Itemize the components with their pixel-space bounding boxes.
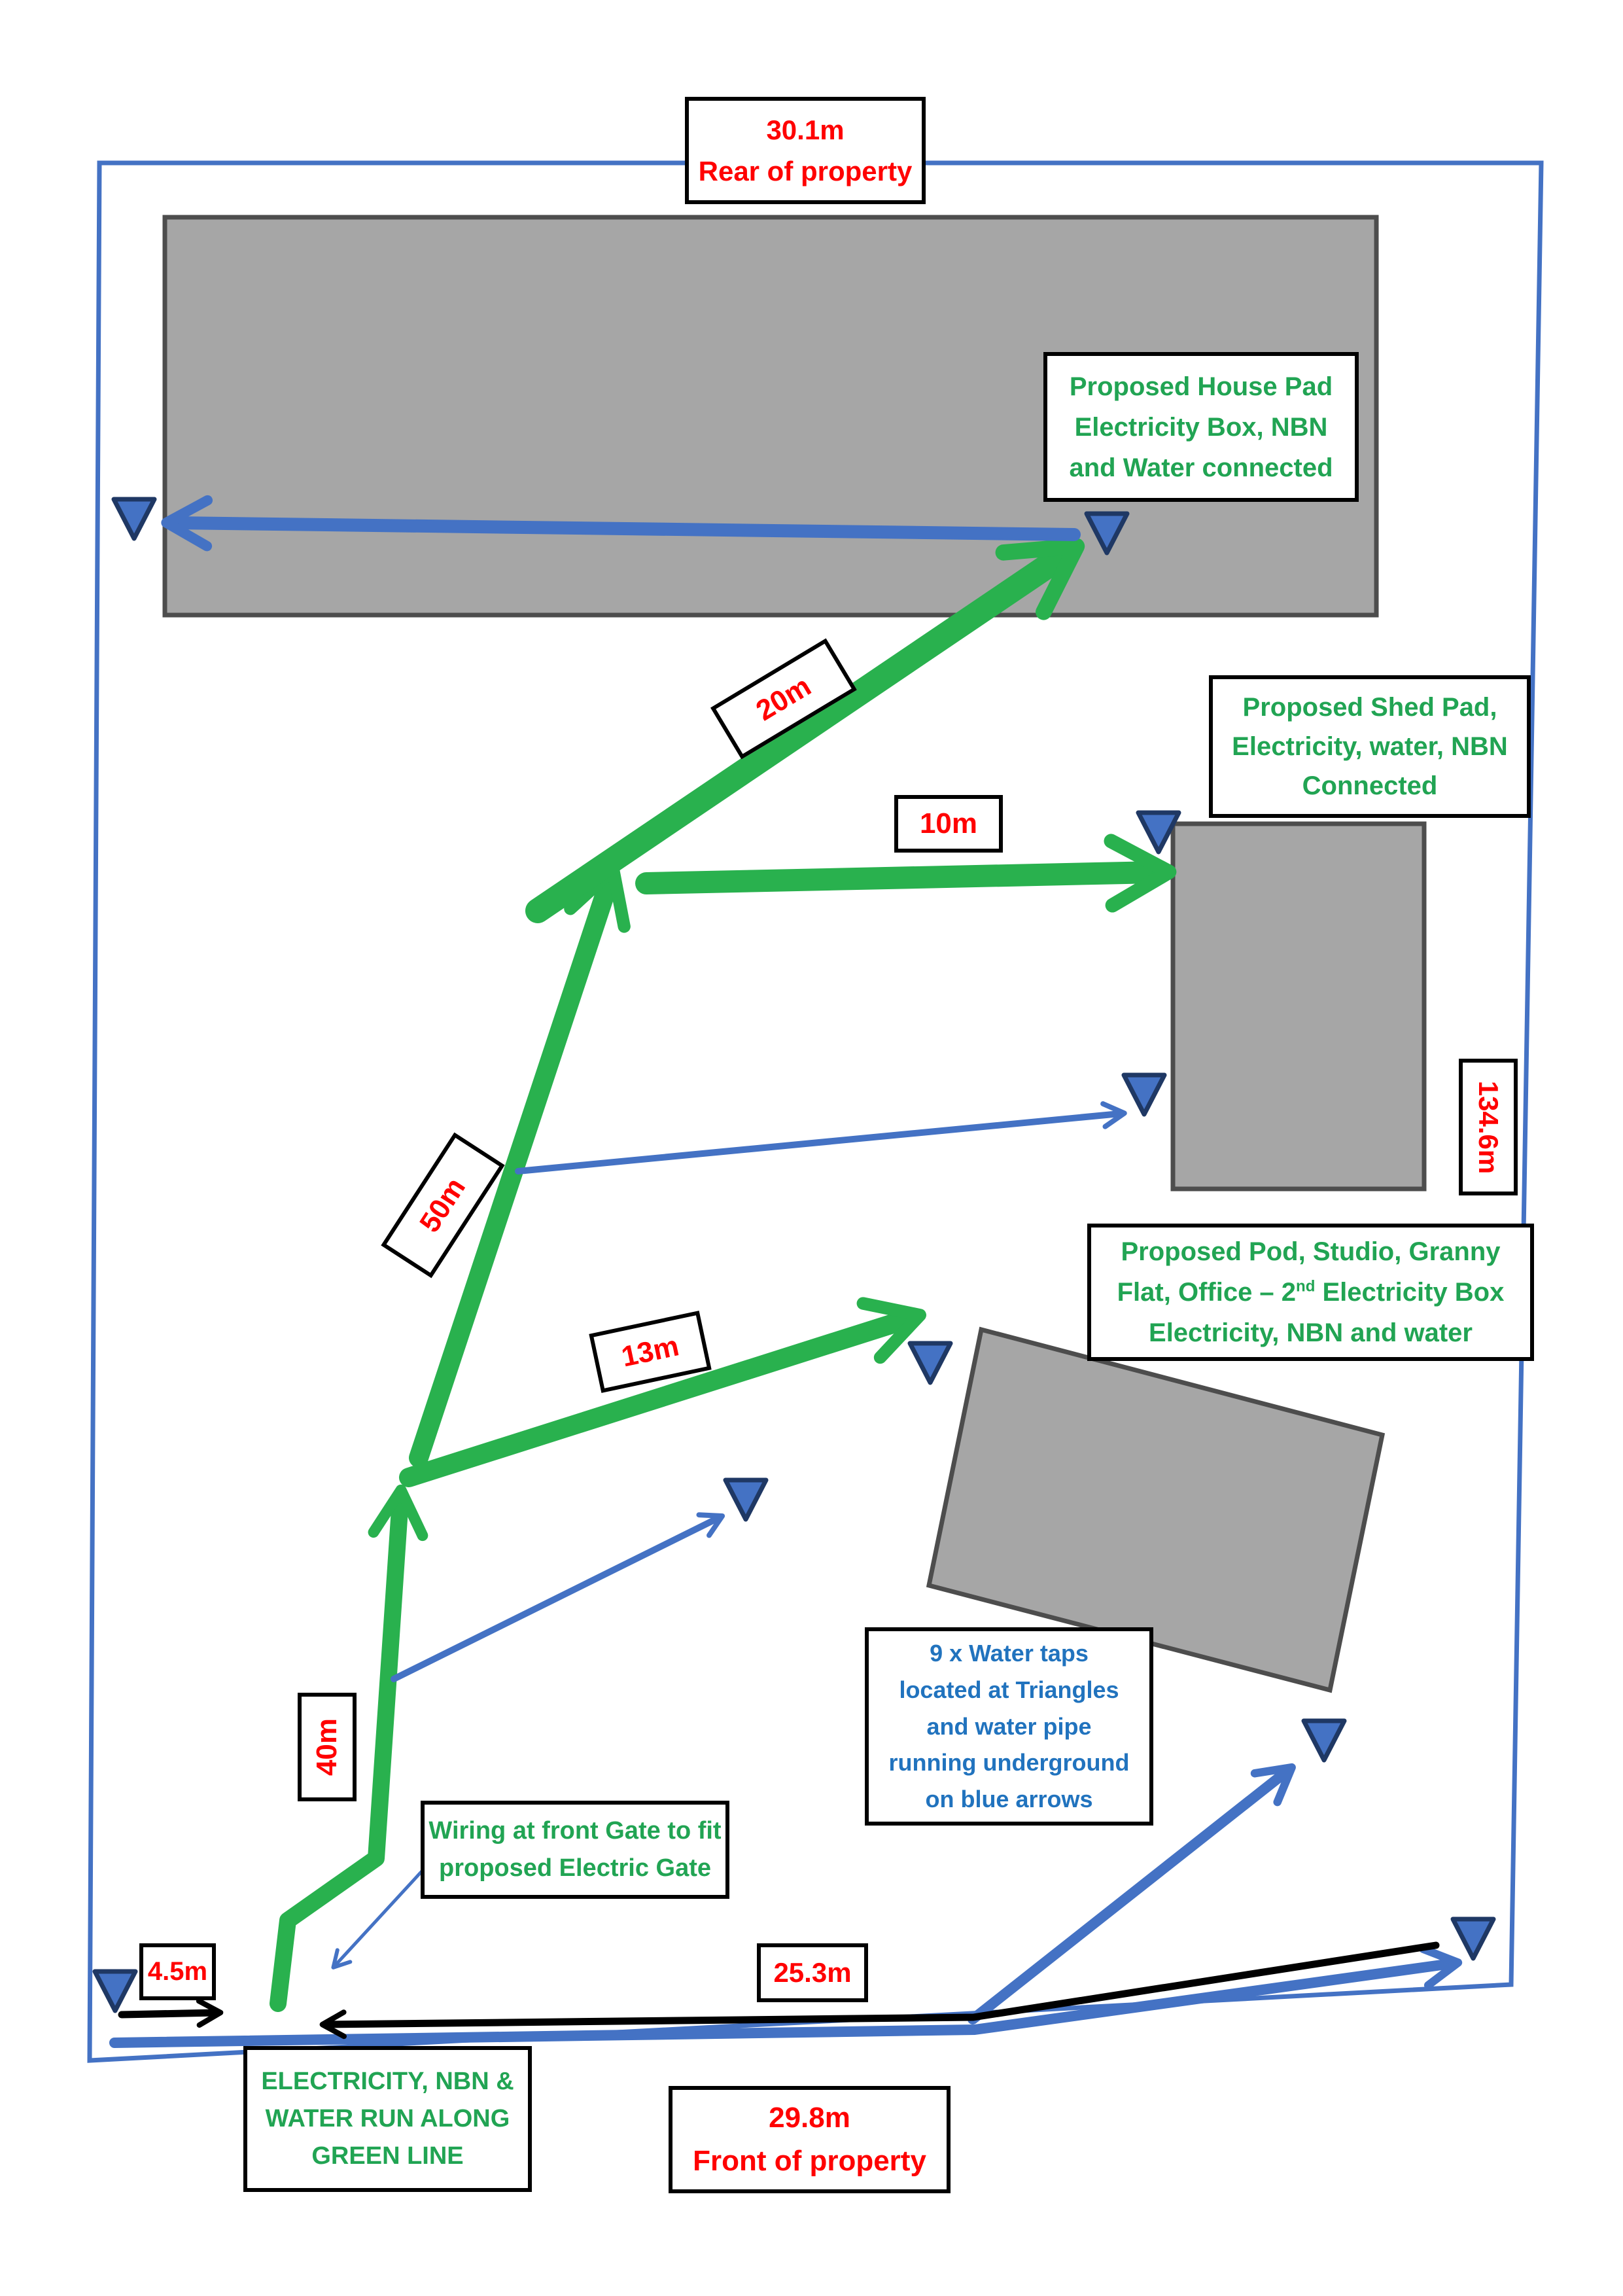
- measure-20m-text: 20m: [750, 669, 817, 728]
- measure-25-3m-text: 25.3m: [773, 1957, 852, 1988]
- pod-line2-post: Electricity Box: [1315, 1278, 1505, 1307]
- measure-label-4-5m: [139, 1943, 216, 2000]
- house-pad-line2: Electricity Box, NBN: [1074, 412, 1328, 442]
- pod-line1: Proposed Pod, Studio, Granny: [1121, 1237, 1501, 1266]
- green-line-note-line1: ELECTRICITY, NBN &: [261, 2068, 514, 2095]
- measure-10m-text: 10m: [919, 807, 978, 839]
- pod-line2-sup: nd: [1296, 1277, 1316, 1296]
- water-taps-note: [865, 1627, 1153, 1826]
- shed-pad-line1: Proposed Shed Pad,: [1242, 693, 1497, 722]
- wiring-line2: proposed Electric Gate: [438, 1854, 711, 1882]
- measure-label-40m: [298, 1693, 357, 1801]
- house-pad-label: [1043, 352, 1359, 502]
- pod-line3: Electricity, NBN and water: [1149, 1318, 1473, 1347]
- rear-of-property-label: [685, 97, 926, 204]
- pod-line2-pre: Flat, Office – 2: [1117, 1278, 1297, 1307]
- measure-label-10m: [894, 795, 1003, 853]
- pod-line2: [1117, 1272, 1505, 1313]
- water-tap-triangle-5: [910, 1343, 951, 1383]
- shed-pad-label: [1209, 675, 1531, 818]
- water-taps-line4: running underground: [888, 1749, 1130, 1776]
- wiring-gate-note: [421, 1801, 729, 1899]
- measure-40m-text: 40m: [311, 1718, 343, 1776]
- water-taps-line2: located at Triangles: [899, 1676, 1119, 1703]
- measure-13m-text: 13m: [618, 1330, 682, 1373]
- measure-50m-text: 50m: [413, 1172, 472, 1239]
- water-tap-triangle-1: [114, 499, 154, 539]
- shed-pad-line3: Connected: [1302, 771, 1438, 800]
- green-line-note-line2: WATER RUN ALONG: [265, 2105, 510, 2132]
- shed-pad-rectangle: [1173, 824, 1424, 1189]
- pod-label: [1087, 1224, 1534, 1361]
- water-tap-triangle-4: [1124, 1075, 1164, 1114]
- water-tap-triangle-9: [1453, 1919, 1493, 1958]
- water-pipe-arrow-middle: [394, 1518, 718, 1679]
- water-pipe-arrow-shed: [518, 1114, 1120, 1171]
- rear-caption: Rear of property: [698, 156, 913, 186]
- water-taps-line1: 9 x Water taps: [930, 1640, 1089, 1667]
- water-taps-line3: and water pipe: [926, 1712, 1092, 1740]
- green-utility-line-10m: [646, 872, 1157, 883]
- measure-label-25-3m: [757, 1943, 868, 2002]
- water-tap-triangle-6: [725, 1480, 766, 1519]
- front-length: 29.8m: [769, 2102, 850, 2134]
- measure-label-134-6m: [1459, 1059, 1518, 1195]
- green-line-note: [243, 2046, 532, 2192]
- shed-pad-line2: Electricity, water, NBN: [1232, 732, 1508, 761]
- front-caption: Front of property: [693, 2145, 926, 2177]
- water-tap-triangle-8: [95, 1971, 135, 2011]
- front-of-property-label: [669, 2086, 951, 2193]
- measure-134-6m-text: 134.6m: [1473, 1080, 1505, 1174]
- water-tap-triangle-7: [1304, 1721, 1344, 1760]
- wiring-line1: Wiring at front Gate to fit: [428, 1817, 722, 1845]
- house-pad-line3: and Water connected: [1069, 453, 1333, 482]
- measure-4-5m-text: 4.5m: [147, 1957, 208, 1986]
- house-pad-line1: Proposed House Pad: [1069, 372, 1333, 401]
- water-taps-line5: on blue arrows: [925, 1786, 1093, 1813]
- green-line-note-line3: GREEN LINE: [311, 2142, 464, 2170]
- measure-arrow-4-5m: [122, 2013, 216, 2015]
- rear-length: 30.1m: [766, 115, 845, 145]
